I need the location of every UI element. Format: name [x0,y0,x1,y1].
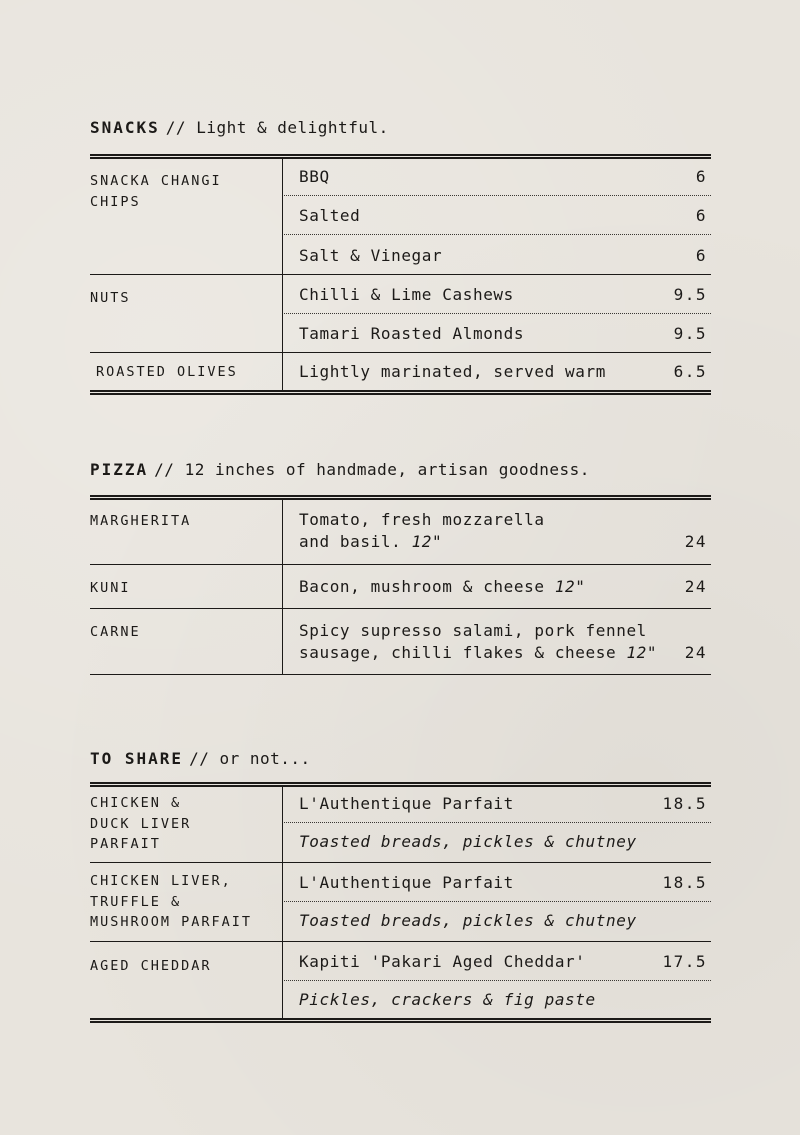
item-price: 18.5 [662,873,707,892]
row-separator [90,941,711,942]
menu-item [299,951,709,973]
share-bottom-rule [90,1018,711,1023]
dotted-separator [284,313,711,314]
menu-item [299,576,709,598]
share-top-rule [90,782,711,787]
item-description: Pickles, crackers & fig paste [299,990,596,1009]
snacks-heading [90,118,389,137]
pizza-column-divider [282,500,283,675]
item-description: sausage, chilli flakes & cheese [299,643,617,662]
category-line: CHICKEN LIVER, [90,873,232,889]
item-description: Toasted breads, pickles & chutney [299,911,637,930]
category-snacka-changi-chips: SNACKA CHANGI CHIPS [90,173,222,210]
share-title: TO SHARE [90,749,184,768]
category-margherita: MARGHERITA [90,513,192,529]
item-name: L'Authentique Parfait [299,873,514,892]
item-name: L'Authentique Parfait [299,794,514,813]
category-line: AGED CHEDDAR [90,958,212,974]
row-separator [90,274,711,275]
menu-item [299,872,709,894]
item-price: 6.5 [673,362,707,381]
category-roasted-olives: ROASTED OLIVES [96,364,238,380]
item-name: Chilli & Lime Cashews [299,285,514,304]
dotted-separator [284,234,711,235]
category-line: MUSHROOM PARFAIT [90,914,253,930]
category-chicken-duck-liver-parfait [90,793,278,855]
menu-item [299,166,709,188]
menu-item [299,361,709,383]
item-price: 6 [695,206,707,225]
item-price: 6 [695,246,707,265]
snacks-top-rule [90,154,711,159]
item-description: and basil. [299,532,402,551]
item-description: Bacon, mushroom & cheese [299,577,545,596]
menu-item [299,245,709,267]
snacks-title: SNACKS [90,118,160,137]
item-description: Tomato, fresh mozzarella [299,510,545,529]
item-price: 6 [695,167,707,186]
item-name: Lightly marinated, served warm [299,362,606,381]
item-size: 12" [554,577,586,596]
item-name: Kapiti 'Pakari Aged Cheddar' [299,952,586,971]
row-separator [90,608,711,609]
item-name: Salt & Vinegar [299,246,443,265]
item-price: 9.5 [673,285,707,304]
item-description: Spicy supresso salami, pork fennel [299,621,647,640]
menu-item [299,205,709,227]
row-separator [90,862,711,863]
category-line: PARFAIT [90,836,161,852]
menu-item [299,509,709,553]
menu-item [299,323,709,345]
row-separator [90,564,711,565]
pizza-bottom-rule [90,674,711,675]
category-line: DUCK LIVER [90,815,192,832]
pizza-title: PIZZA [90,460,149,479]
row-separator [90,352,711,353]
category-chicken-liver-truffle-parfait [90,871,278,933]
dotted-separator [284,901,711,902]
category-nuts: NUTS [90,290,131,306]
share-heading [90,749,311,768]
item-size: 12" [626,643,658,662]
dotted-separator [284,980,711,981]
item-price: 24 [684,643,707,662]
item-price: 24 [684,577,707,596]
category-line: CHICKEN & [90,795,182,811]
category-line: TRUFFLE & [90,893,182,910]
share-subtitle: // or not... [189,749,311,768]
item-description: Toasted breads, pickles & chutney [299,832,637,851]
share-column-divider [282,787,283,1018]
pizza-heading [90,460,590,479]
item-price: 24 [684,532,707,551]
item-price: 9.5 [673,324,707,343]
category-aged-cheddar [90,956,278,977]
menu-item [299,620,709,664]
snacks-bottom-rule [90,390,711,395]
menu-item [299,793,709,815]
pizza-subtitle: // 12 inches of handmade, artisan goodness. [154,460,590,479]
item-name: Tamari Roasted Almonds [299,324,525,343]
item-size: 12" [411,532,443,551]
snacks-subtitle: // Light & delightful. [165,118,389,137]
pizza-top-rule [90,495,711,500]
item-price: 17.5 [662,952,707,971]
item-name: Salted [299,206,361,225]
item-name: BBQ [299,167,330,186]
dotted-separator [284,822,711,823]
category-carne: CARNE [90,624,141,640]
menu-item [299,284,709,306]
category-kuni: KUNI [90,580,131,596]
dotted-separator [284,195,711,196]
item-price: 18.5 [662,794,707,813]
